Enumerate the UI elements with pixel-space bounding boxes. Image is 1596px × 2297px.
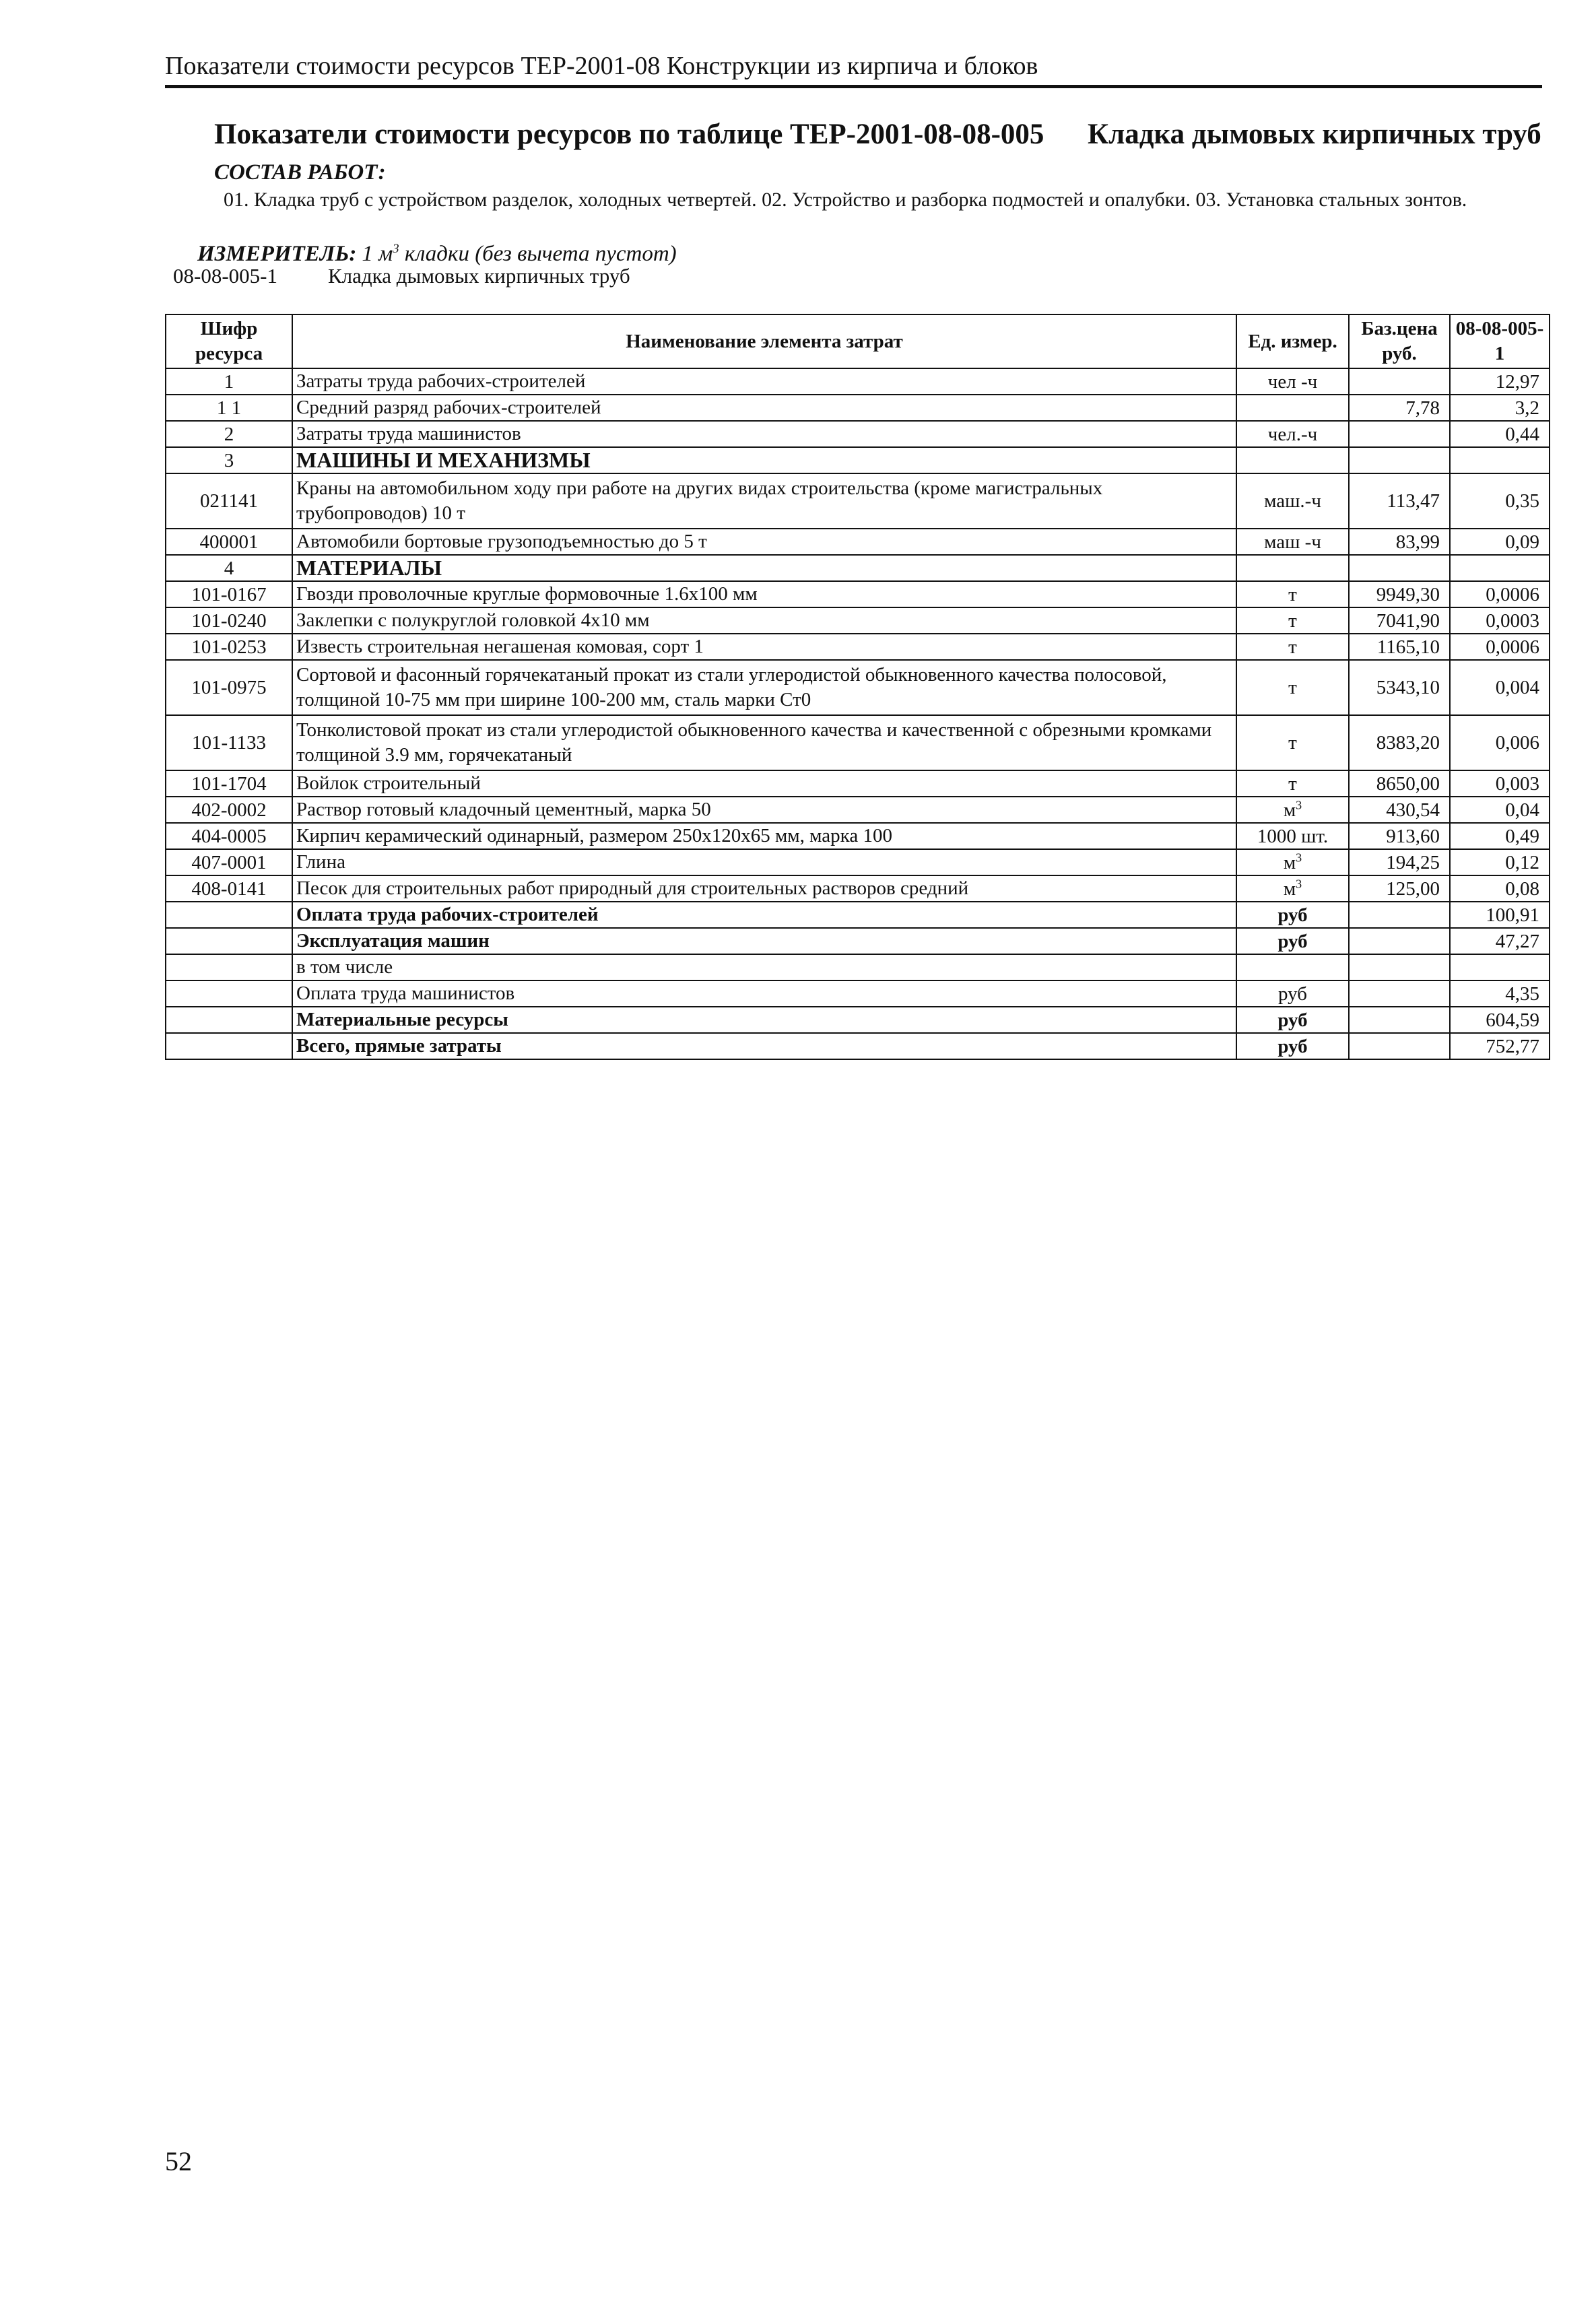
resource-unit xyxy=(1236,421,1349,447)
base-price: 7,78 xyxy=(1349,395,1450,421)
resource-unit xyxy=(1236,395,1349,421)
header-norm: 08-08-005-1 xyxy=(1450,314,1550,368)
resource-name: Гвозди проволочные круглые формовочные 1.6х100 мм xyxy=(292,581,1236,607)
table-row xyxy=(166,581,1550,607)
base-price: 9949,30 xyxy=(1349,581,1450,607)
resource-unit xyxy=(1236,770,1349,797)
resource-name: МАТЕРИАЛЫ xyxy=(292,555,1236,581)
unit-text: м xyxy=(1283,877,1296,900)
resource-unit xyxy=(1236,634,1349,660)
resource-unit xyxy=(1236,849,1349,875)
base-price xyxy=(1349,447,1450,473)
composition-text: 01. Кладка труб с устройством разделок, холодных четвертей. 02. Устройство и разборка подмостей и опалубки. 03. Установка стальных зонтов. xyxy=(224,189,1467,211)
norm-value: 12,97 xyxy=(1450,368,1550,395)
table-row xyxy=(166,849,1550,875)
resource-name: Песок для строительных работ природный для строительных растворов средний xyxy=(292,875,1236,902)
summary-row xyxy=(166,1007,1550,1033)
table-row xyxy=(166,797,1550,823)
table-subject: Кладка дымовых кирпичных труб xyxy=(1088,119,1541,150)
summary-unit: руб xyxy=(1236,928,1349,954)
composition-label: СОСТАВ РАБОТ: xyxy=(214,160,386,185)
base-price: 1165,10 xyxy=(1349,634,1450,660)
page-number: 52 xyxy=(165,2146,192,2176)
unit-superscript: 3 xyxy=(1296,797,1302,811)
summary-name: в том числе xyxy=(292,954,1236,980)
resource-code: 2 xyxy=(166,421,292,447)
unit-text: маш -ч xyxy=(1264,531,1321,553)
base-price: 430,54 xyxy=(1349,797,1450,823)
resource-name: Затраты труда рабочих-строителей xyxy=(292,368,1236,395)
table-row xyxy=(166,607,1550,634)
resource-code: 3 xyxy=(166,447,292,473)
unit-text: т xyxy=(1288,772,1297,795)
norm-value: 0,04 xyxy=(1450,797,1550,823)
resource-unit xyxy=(1236,581,1349,607)
summary-price xyxy=(1349,1033,1450,1059)
summary-value: 604,59 xyxy=(1450,1007,1550,1033)
norm-value: 0,08 xyxy=(1450,875,1550,902)
norm-value: 0,003 xyxy=(1450,770,1550,797)
resource-unit xyxy=(1236,797,1349,823)
header-unit: Ед. измер. xyxy=(1236,314,1349,368)
resource-unit xyxy=(1236,875,1349,902)
table-row xyxy=(166,473,1550,529)
norm-code-line xyxy=(173,263,630,290)
page-header: Показатели стоимости ресурсов ТЕР-2001-08 Конструкции из кирпича и блоков xyxy=(165,52,1038,80)
summary-name: Оплата труда машинистов xyxy=(292,980,1236,1007)
table-row xyxy=(166,823,1550,849)
resource-name: Краны на автомобильном ходу при работе на других видах строительства (кроме магистральных трубопроводов) 10 т xyxy=(292,473,1236,529)
summary-unit xyxy=(1236,954,1349,980)
resource-name: Известь строительная негашеная комовая, сорт 1 xyxy=(292,634,1236,660)
unit-text: 1000 шт. xyxy=(1257,825,1329,847)
measure-value-suffix: кладки (без вычета пустот) xyxy=(399,242,677,266)
resource-unit xyxy=(1236,447,1349,473)
table-row xyxy=(166,875,1550,902)
table-body xyxy=(166,368,1550,1059)
resource-name: МАШИНЫ И МЕХАНИЗМЫ xyxy=(292,447,1236,473)
resource-code: 407-0001 xyxy=(166,849,292,875)
summary-row xyxy=(166,928,1550,954)
resource-name: Кирпич керамический одинарный, размером 250х120х65 мм, марка 100 xyxy=(292,823,1236,849)
resource-code: 101-0253 xyxy=(166,634,292,660)
base-price xyxy=(1349,421,1450,447)
resource-name: Затраты труда машинистов xyxy=(292,421,1236,447)
norm-value: 0,44 xyxy=(1450,421,1550,447)
unit-text: т xyxy=(1288,583,1297,605)
header-rule xyxy=(165,85,1542,88)
resource-name: Сортовой и фасонный горячекатаный прокат из стали углеродистой обыкновенного качества полосовой, толщиной 10-75 мм при ширине 100-200 мм, сталь марки Ст0 xyxy=(292,660,1236,715)
summary-price xyxy=(1349,902,1450,928)
resource-code: 101-0240 xyxy=(166,607,292,634)
summary-price xyxy=(1349,980,1450,1007)
unit-text: чел.-ч xyxy=(1267,423,1318,445)
summary-code xyxy=(166,902,292,928)
unit-text: т xyxy=(1288,677,1297,698)
table-row xyxy=(166,634,1550,660)
summary-code xyxy=(166,980,292,1007)
base-price: 83,99 xyxy=(1349,529,1450,555)
summary-value xyxy=(1450,954,1550,980)
table-group-row xyxy=(166,447,1550,473)
resource-code: 402-0002 xyxy=(166,797,292,823)
summary-unit: руб xyxy=(1236,980,1349,1007)
summary-price xyxy=(1349,1007,1450,1033)
norm-value: 0,35 xyxy=(1450,473,1550,529)
base-price: 113,47 xyxy=(1349,473,1450,529)
resource-code: 1 xyxy=(166,368,292,395)
summary-unit: руб xyxy=(1236,902,1349,928)
summary-value: 100,91 xyxy=(1450,902,1550,928)
norm-value: 0,0003 xyxy=(1450,607,1550,634)
norm-value: 0,0006 xyxy=(1450,581,1550,607)
base-price: 913,60 xyxy=(1349,823,1450,849)
summary-value: 4,35 xyxy=(1450,980,1550,1007)
resource-code: 101-1704 xyxy=(166,770,292,797)
summary-row xyxy=(166,980,1550,1007)
summary-name: Оплата труда рабочих-строителей xyxy=(292,902,1236,928)
resource-name: Заклепки с полукруглой головкой 4х10 мм xyxy=(292,607,1236,634)
summary-price xyxy=(1349,928,1450,954)
table-row xyxy=(166,770,1550,797)
summary-value: 752,77 xyxy=(1450,1033,1550,1059)
measure-value-sup: 3 xyxy=(393,242,399,256)
table-row xyxy=(166,368,1550,395)
table-header-row xyxy=(166,314,1550,368)
resource-code: 404-0005 xyxy=(166,823,292,849)
resource-unit xyxy=(1236,607,1349,634)
base-price: 125,00 xyxy=(1349,875,1450,902)
table-group-row xyxy=(166,555,1550,581)
base-price: 194,25 xyxy=(1349,849,1450,875)
resource-name: Средний разряд рабочих-строителей xyxy=(292,395,1236,421)
norm-value: 0,49 xyxy=(1450,823,1550,849)
norm-value xyxy=(1450,447,1550,473)
resource-unit xyxy=(1236,823,1349,849)
resource-code: 021141 xyxy=(166,473,292,529)
summary-unit: руб xyxy=(1236,1007,1349,1033)
summary-name: Всего, прямые затраты xyxy=(292,1033,1236,1059)
table-row xyxy=(166,660,1550,715)
header-price: Баз.цена руб. xyxy=(1349,314,1450,368)
table-row xyxy=(166,421,1550,447)
base-price: 5343,10 xyxy=(1349,660,1450,715)
resource-unit xyxy=(1236,660,1349,715)
summary-code xyxy=(166,1007,292,1033)
resource-unit xyxy=(1236,555,1349,581)
summary-name: Материальные ресурсы xyxy=(292,1007,1236,1033)
norm-code: 08-08-005-1 xyxy=(173,264,277,288)
resource-unit xyxy=(1236,368,1349,395)
norm-value: 0,006 xyxy=(1450,715,1550,770)
unit-text: т xyxy=(1288,609,1297,632)
unit-text: м xyxy=(1283,799,1296,821)
base-price: 7041,90 xyxy=(1349,607,1450,634)
base-price: 8383,20 xyxy=(1349,715,1450,770)
unit-text: т xyxy=(1288,636,1297,658)
resource-code: 1 1 xyxy=(166,395,292,421)
norm-value: 0,09 xyxy=(1450,529,1550,555)
base-price xyxy=(1349,368,1450,395)
summary-price xyxy=(1349,954,1450,980)
unit-superscript: 3 xyxy=(1296,876,1302,890)
resource-name: Раствор готовый кладочный цементный, марка 50 xyxy=(292,797,1236,823)
table-title: Показатели стоимости ресурсов по таблице ТЕР-2001-08-08-005 xyxy=(214,119,1044,150)
resource-unit xyxy=(1236,715,1349,770)
resource-code: 408-0141 xyxy=(166,875,292,902)
summary-row xyxy=(166,1033,1550,1059)
resource-unit xyxy=(1236,473,1349,529)
resource-code: 101-0167 xyxy=(166,581,292,607)
summary-value: 47,27 xyxy=(1450,928,1550,954)
measure-label-text: ИЗМЕРИТЕЛЬ: xyxy=(197,242,357,266)
unit-text: м xyxy=(1283,851,1296,873)
norm-value: 0,0006 xyxy=(1450,634,1550,660)
table-row xyxy=(166,715,1550,770)
base-price xyxy=(1349,555,1450,581)
table-row xyxy=(166,395,1550,421)
resource-name: Автомобили бортовые грузоподъемностью до 5 т xyxy=(292,529,1236,555)
resource-code: 101-0975 xyxy=(166,660,292,715)
summary-name: Эксплуатация машин xyxy=(292,928,1236,954)
resource-name: Глина xyxy=(292,849,1236,875)
resource-unit xyxy=(1236,529,1349,555)
header-code: Шифр ресурса xyxy=(166,314,292,368)
summary-code xyxy=(166,954,292,980)
norm-value: 0,004 xyxy=(1450,660,1550,715)
header-name: Наименование элемента затрат xyxy=(292,314,1236,368)
summary-unit: руб xyxy=(1236,1033,1349,1059)
norm-description: Кладка дымовых кирпичных труб xyxy=(328,264,630,288)
measure-value-prefix: 1 м xyxy=(362,242,393,266)
unit-text: т xyxy=(1288,732,1297,754)
unit-superscript: 3 xyxy=(1296,850,1302,864)
table-row xyxy=(166,529,1550,555)
resource-table xyxy=(165,314,1550,1060)
resource-code: 4 xyxy=(166,555,292,581)
summary-code xyxy=(166,1033,292,1059)
norm-value xyxy=(1450,555,1550,581)
resource-name: Войлок строительный xyxy=(292,770,1236,797)
unit-text: маш.-ч xyxy=(1264,490,1321,512)
unit-text: чел -ч xyxy=(1267,370,1318,393)
summary-row xyxy=(166,954,1550,980)
norm-value: 3,2 xyxy=(1450,395,1550,421)
base-price: 8650,00 xyxy=(1349,770,1450,797)
resource-code: 101-1133 xyxy=(166,715,292,770)
norm-value: 0,12 xyxy=(1450,849,1550,875)
resource-code: 400001 xyxy=(166,529,292,555)
summary-code xyxy=(166,928,292,954)
summary-row xyxy=(166,902,1550,928)
resource-name: Тонколистовой прокат из стали углеродистой обыкновенного качества и качественной с обрезными кромками толщиной 3.9 мм, горячекатаный xyxy=(292,715,1236,770)
